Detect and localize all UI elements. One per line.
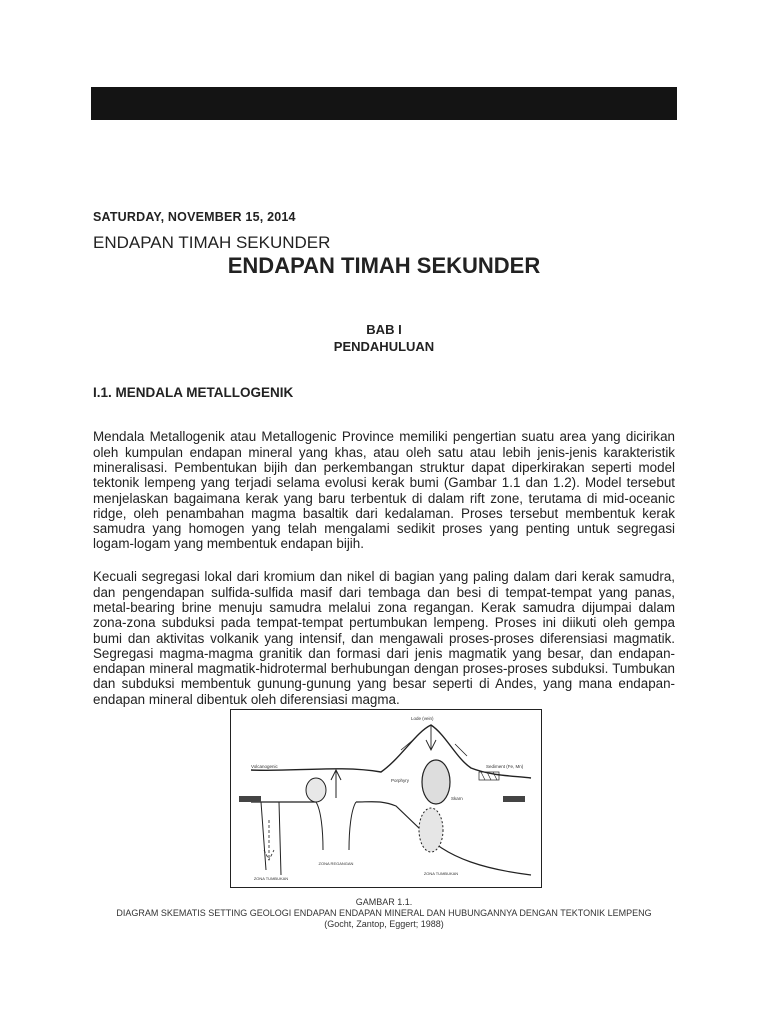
- geology-diagram: [231, 710, 541, 887]
- post-subtitle[interactable]: ENDAPAN TIMAH SEKUNDER: [93, 233, 331, 252]
- label-right-zone: ZONA TUMBUKAN: [423, 871, 459, 876]
- label-left-zone: ZONA TUMBUKAN: [253, 876, 289, 881]
- geology-diagram-figure: [230, 709, 542, 888]
- chapter-number: BAB I: [366, 322, 402, 337]
- paragraph-2: Kecuali segregasi lokal dari kromium dan nikel di bagian yang paling dalam dari kerak samudra, dan pengendapan sulfida-sulfida masif dari tembaga dan besi di tempat-tempat yang panas, metal-bearing brine menuju samudra melalui zona regangan. Kerak samudra dijumpai dalam zona-zona subduksi pada tempat-tempat pertumbukan lempeng. Proses ini diikuti oleh gempa bumi dan aktivitas volkanik yang intensif, dan mengawali proses-proses diferensiasi magmatik. Segregasi magma-magma granitik dan formasi dari jenis magmatik yang besar, dan endapan-endapan mineral magmatik-hidrotermal berhubungan dengan proses-proses subduksi. Tumbukan dan subduksi membentuk gunung-gunung yang besar seperti di Andes, yang mana endapan-endapan mineral dibentuk oleh diferensiasi magma.: [93, 569, 675, 707]
- caption-number: GAMBAR 1.1.: [355, 897, 413, 907]
- chapter-heading: [93, 321, 675, 355]
- svg-text:Lode (vein): Lode (vein): [411, 716, 434, 721]
- header-bar: [91, 87, 677, 120]
- svg-text:Porphyry: Porphyry: [391, 778, 410, 783]
- svg-text:Volcanogenic: Volcanogenic: [251, 764, 278, 769]
- caption-text: DIAGRAM SKEMATIS SETTING GEOLOGI ENDAPAN ENDAPAN MINERAL DAN HUBUNGANNYA DENGAN TEKTONIK LEMPENG: [116, 908, 652, 918]
- section-heading: I.1. MENDALA METALLOGENIK: [93, 385, 294, 400]
- svg-text:Sediment (Fe, Mn): Sediment (Fe, Mn): [486, 764, 524, 769]
- label-mid-zone: ZONA REGANGAN: [318, 861, 354, 866]
- chapter-title: PENDAHULUAN: [333, 339, 435, 354]
- paragraph-1: Mendala Metallogenik atau Metallogenic Province memiliki pengertian suatu area yang dicirikan oleh kumpulan endapan mineral yang khas, atau oleh satu atau lebih jenis-jenis karakteristik mineralisasi. Pembentukan bijih dan perkembangan struktur dapat diperkirakan seperti model tektonik lempeng yang terjadi selama evolusi kerak bumi (Gambar 1.1 dan 1.2). Model tersebut menjelaskan bagaimana kerak yang baru terbentuk di dalam rift zone, terutama di mid-oceanic ridge, oleh penambahan magma basaltik dari kedalaman. Proses tersebut membentuk kerak samudra yang homogen yang telah mengalami sedikit proses yang penting untuk segregasi logam-logam yang membentuk endapan bijih.: [93, 429, 675, 552]
- svg-text:Skarn: Skarn: [451, 796, 463, 801]
- post-title: ENDAPAN TIMAH SEKUNDER: [227, 253, 541, 278]
- post-date: SATURDAY, NOVEMBER 15, 2014: [93, 210, 296, 224]
- caption-source: (Gocht, Zantop, Eggert; 1988): [324, 919, 444, 929]
- figure-caption: [93, 897, 675, 930]
